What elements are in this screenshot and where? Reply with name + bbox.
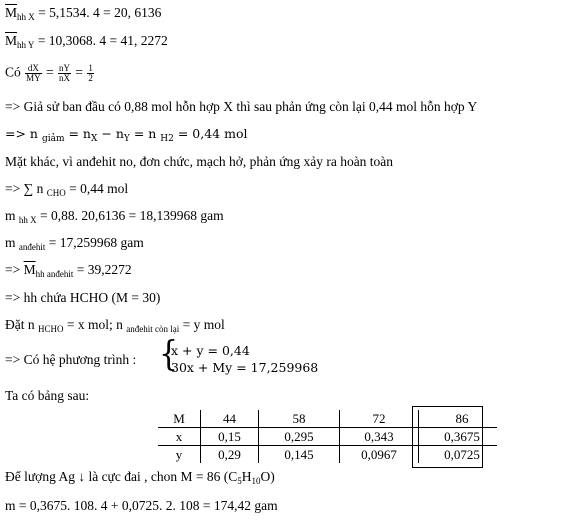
- text: − n: [97, 126, 124, 141]
- text: = 0,44 mol: [173, 126, 248, 141]
- fraction-dx-my: [25, 64, 42, 83]
- line-dat: [5, 317, 225, 334]
- text: = x mol; n: [63, 317, 127, 332]
- sub-hh-x: hh X: [17, 12, 35, 22]
- text: = 0,88. 20,6136 = 18,139968 gam: [36, 208, 224, 223]
- table-cell: y: [175, 446, 183, 462]
- table-cell: 86: [427, 410, 497, 428]
- sub: Y: [123, 134, 130, 144]
- table-gap: [419, 446, 428, 464]
- sub: giảm: [41, 134, 65, 144]
- line-m-andehit: [5, 235, 144, 252]
- ratio-lead: Có: [5, 64, 25, 80]
- line-mhh-y: [5, 33, 168, 50]
- fraction-one-half: [87, 64, 94, 83]
- text: H: [241, 469, 252, 484]
- sub: CHO: [46, 188, 66, 198]
- line-mhh-x: [5, 5, 161, 22]
- equals: =: [42, 64, 58, 80]
- frac-num: dX: [25, 64, 42, 74]
- text: = n: [64, 126, 91, 141]
- sub: anđehit còn lại: [126, 324, 180, 334]
- table-row: [158, 446, 497, 464]
- sub: HCHO: [38, 324, 64, 334]
- frac-den: nX: [59, 73, 71, 83]
- text: Đặt n: [5, 317, 38, 332]
- equation-2: 30x + My = 17,259968: [171, 360, 319, 375]
- table-cell: 0,145: [259, 446, 340, 464]
- frac-den: 2: [88, 73, 93, 83]
- text: = 17,259968 gam: [45, 235, 144, 250]
- line-n-giam: [5, 126, 247, 144]
- table-cell: 0,0967: [340, 446, 419, 464]
- sub: H2: [160, 134, 174, 144]
- line-sum-cho: [5, 181, 128, 198]
- fraction-ny-nx: [58, 64, 71, 83]
- line-result: m = 0,3675. 108. 4 + 0,0725. 2. 108 = 174,42 gam: [5, 498, 278, 513]
- table-row: [158, 428, 497, 446]
- table-gap: [419, 428, 428, 446]
- mhh-x-value: = 5,1534. 4 = 20, 6136: [34, 5, 162, 20]
- text: => ∑ n: [5, 181, 47, 196]
- table-cell: 0,343: [340, 428, 419, 446]
- text: => n: [5, 126, 42, 141]
- m-bar: $\overline{M}$: [23, 262, 36, 277]
- line-ratio: [5, 64, 95, 83]
- table-cell: 58: [259, 410, 340, 428]
- text: =>: [5, 262, 24, 277]
- frac-num: nY: [59, 63, 71, 73]
- text: = n: [129, 126, 161, 141]
- frac-num: 1: [88, 63, 93, 73]
- equation-1: x + y = 0,44: [171, 343, 250, 358]
- line-m-hh-x: [5, 208, 224, 225]
- m-bar: $\overline{M}$: [5, 5, 18, 20]
- table-cell: 0,15: [201, 428, 259, 446]
- text: = 0,44 mol: [65, 181, 129, 196]
- frac-den: MY: [26, 73, 41, 83]
- m-bar: $\overline{M}$: [5, 33, 18, 48]
- text: = y mol: [179, 317, 225, 332]
- table-cell: 0,3675: [427, 428, 497, 446]
- table-cell: x: [158, 428, 201, 446]
- line-assume: => Giả sử ban đầu có 0,88 mol hỗn hợp X thì sau phản ứng còn lại 0,44 mol hỗn hợp Y: [5, 99, 478, 114]
- sub: hh anđehit: [35, 269, 74, 279]
- table-cell: 72: [340, 410, 419, 428]
- sub: anđehit: [18, 242, 46, 252]
- line-hcho: => hh chứa HCHO (M = 30): [5, 290, 161, 305]
- line-mat-khac: Mặt khác, vì anđehit no, đơn chức, mạch hở, phản ứng xảy ra hoàn toàn: [5, 154, 394, 169]
- sub-hh-y: hh Y: [17, 40, 35, 50]
- line-ta-co: Ta có bảng sau:: [5, 388, 90, 403]
- line-de-luong: [5, 469, 275, 486]
- table-cell: 0,0725: [444, 446, 480, 462]
- text: O): [260, 469, 275, 484]
- brace-icon: {: [159, 334, 179, 375]
- table-row: [158, 410, 497, 428]
- line-mhh-andehit: [5, 262, 132, 279]
- text: = 39,2272: [73, 262, 132, 277]
- sub: X: [90, 134, 98, 144]
- table-cell: 0,29: [201, 446, 259, 464]
- sub: hh X: [18, 215, 37, 225]
- table-cell: M: [158, 410, 201, 428]
- table-gap: [419, 410, 428, 428]
- text: Để lượng Ag ↓ là cực đai , chon M = 86 (C: [5, 469, 238, 484]
- table-cell: 44: [201, 410, 259, 428]
- text: m: [5, 208, 19, 223]
- mhh-y-value: = 10,3068. 4 = 41, 2272: [34, 33, 168, 48]
- table-cell: 0,295: [259, 428, 340, 446]
- sub: 10: [251, 476, 261, 486]
- equals: =: [72, 64, 87, 80]
- sub: 5: [237, 476, 242, 486]
- data-table: [158, 410, 497, 463]
- line-he-phuong-trinh: => Có hệ phương trình :: [5, 352, 137, 367]
- text: m: [5, 235, 19, 250]
